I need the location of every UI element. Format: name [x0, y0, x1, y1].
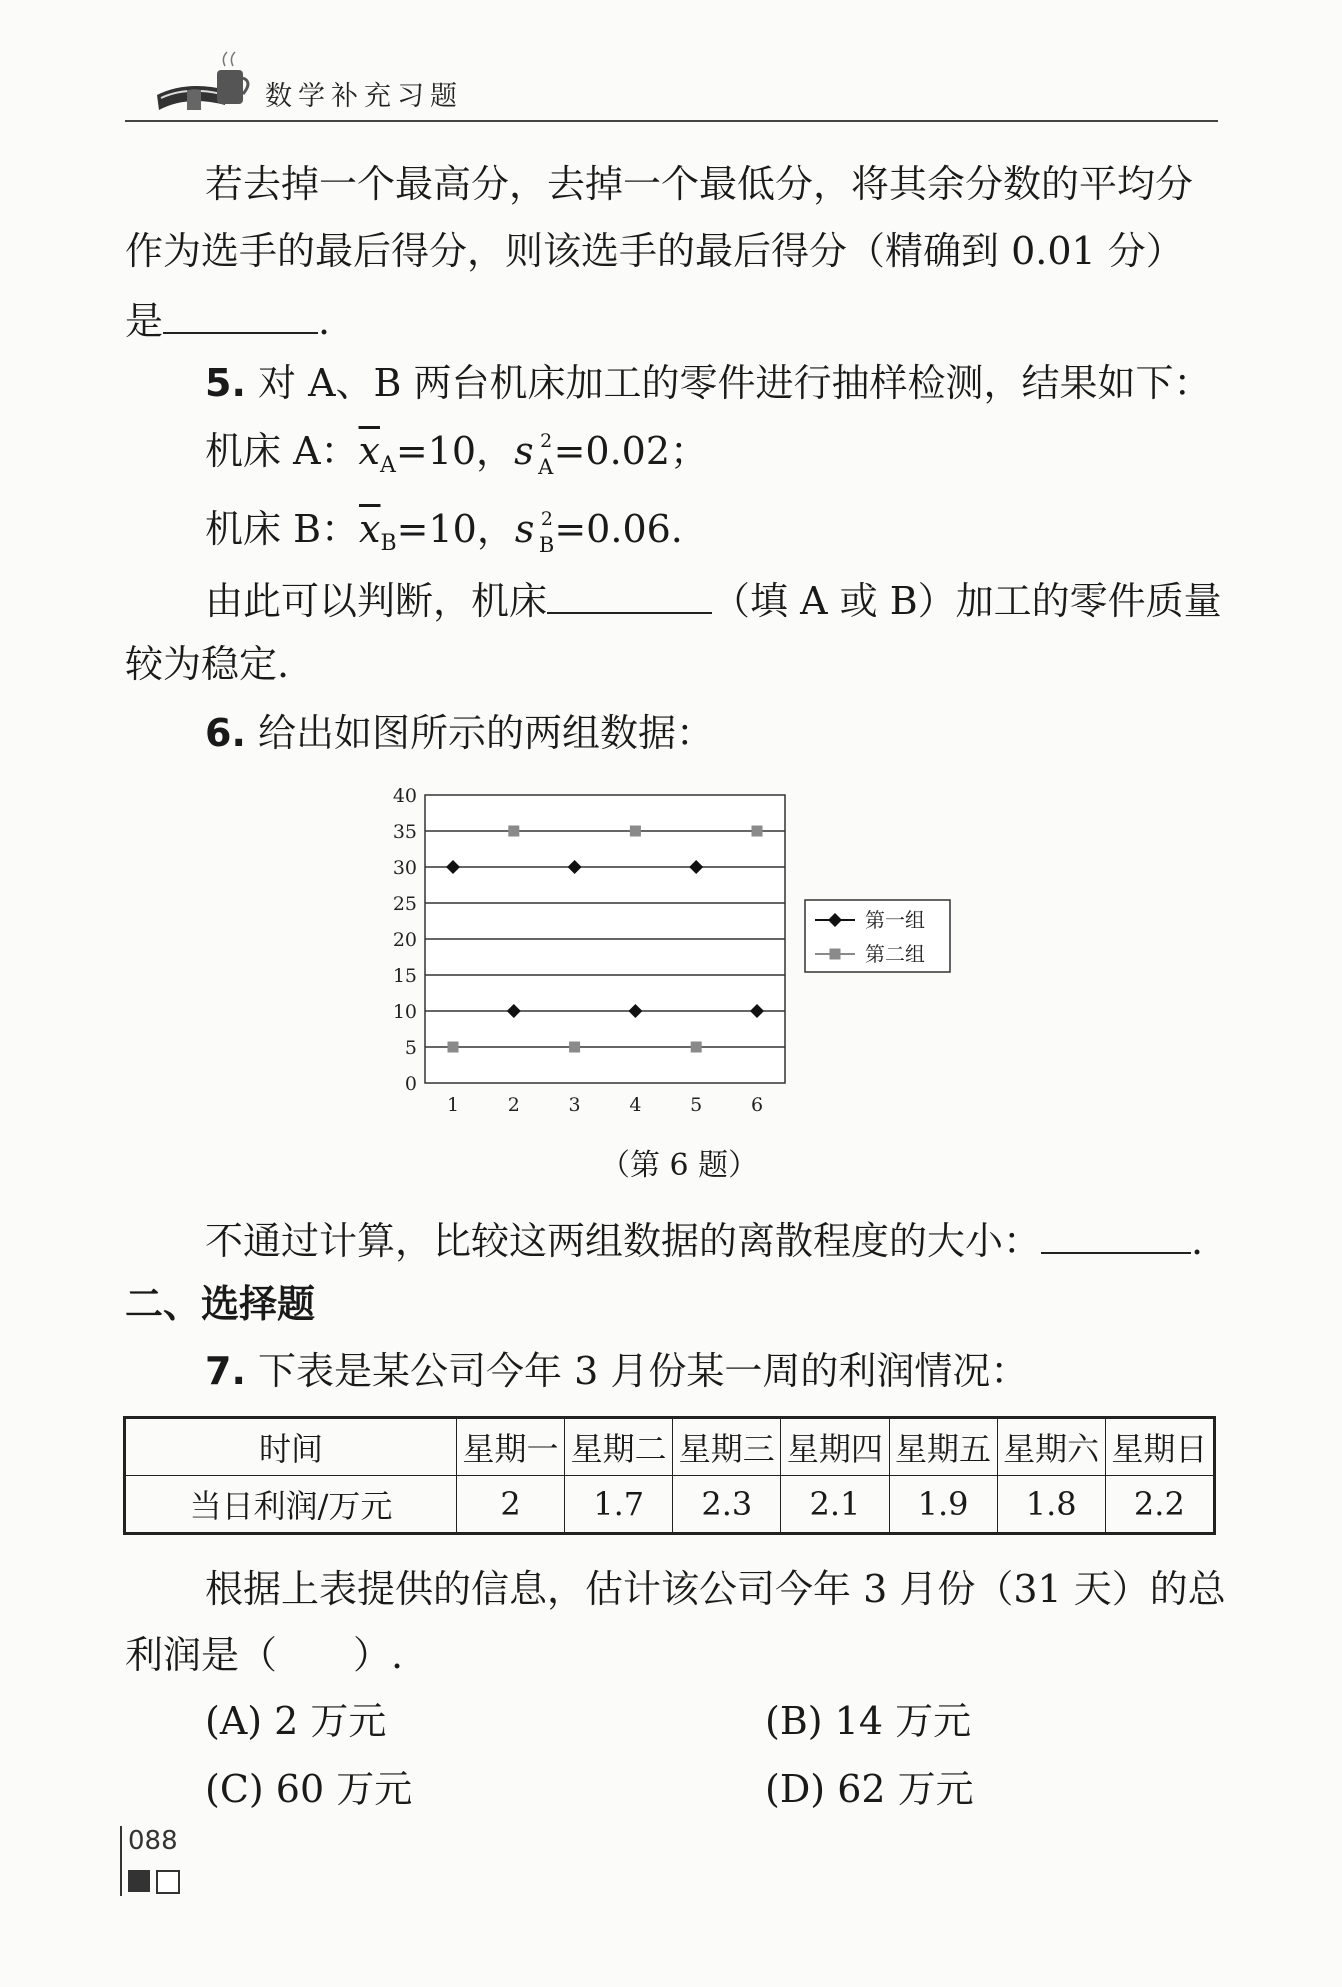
machine-b-mean-subscript: B [380, 531, 397, 556]
question-5-text: 对 A、B 两台机床加工的零件进行抽样检测，结果如下： [257, 361, 1212, 405]
option-c[interactable]: (C) 60 万元 [205, 1767, 413, 1811]
machine-a-variance-symbol [514, 429, 554, 479]
table-cell: 1.8 [997, 1476, 1105, 1534]
machine-b-mean-symbol: $\overline{x}$ [359, 507, 381, 551]
machine-b-variance-symbol [514, 507, 555, 557]
machine-b-s-sub: B [538, 533, 555, 557]
book-cup-icon [147, 50, 257, 120]
x-tick-label: 1 [446, 1094, 460, 1116]
table-header-cell: 时间 [125, 1418, 457, 1476]
option-a[interactable]: (A) 2 万元 [205, 1699, 387, 1743]
x-tick-label: 2 [507, 1094, 520, 1116]
x-tick-label: 6 [750, 1094, 764, 1116]
question-5 [205, 361, 1212, 405]
scatter-chart [380, 785, 980, 1125]
table-header-cell: 星期二 [565, 1418, 673, 1476]
table-cell: 当日利润/万元 [125, 1476, 457, 1534]
y-tick-label: 15 [392, 965, 417, 987]
intro-line-1: 若去掉一个最高分，去掉一个最低分，将其余分数的平均分 [205, 162, 1194, 206]
x-tick-label: 4 [629, 1094, 642, 1116]
footer-light-square-icon [156, 1870, 180, 1894]
machine-b-label: 机床 B： [205, 507, 360, 551]
question-7-ask-line-2: 利润是（ ）. [125, 1633, 404, 1677]
series-2-point [569, 1042, 580, 1053]
machine-a-s: s [514, 429, 534, 473]
machine-b-line [205, 507, 683, 563]
machine-b-s-sup: 2 [540, 508, 553, 530]
question-6-text: 给出如图所示的两组数据： [257, 711, 714, 755]
intro-line-3 [125, 298, 331, 343]
machine-a-mean-subscript: A [379, 453, 396, 478]
table-cell: 1.9 [889, 1476, 997, 1534]
table-header-cell: 星期一 [457, 1418, 565, 1476]
compare-text: 不通过计算，比较这两组数据的离散程度的大小： [205, 1219, 1042, 1263]
machine-a-mean-value: =10， [395, 429, 515, 473]
answer-blank-1[interactable] [163, 298, 318, 334]
series-2-point [630, 826, 641, 837]
table-header-cell: 星期五 [889, 1418, 997, 1476]
y-tick-label: 35 [392, 821, 417, 843]
intro-line-3-suffix: . [318, 299, 331, 343]
table-cell: 1.7 [565, 1476, 673, 1534]
answer-blank-3[interactable] [1041, 1218, 1191, 1254]
series-2-point [752, 826, 763, 837]
table-cell: 2.1 [781, 1476, 889, 1534]
x-tick-label: 5 [690, 1094, 703, 1116]
y-tick-label: 25 [392, 893, 417, 915]
compare-suffix: . [1191, 1219, 1204, 1263]
judge-line-2: 较为稳定. [125, 642, 290, 686]
legend-marker-square [830, 949, 841, 960]
series-2-point [448, 1042, 459, 1053]
page-number-bar [120, 1826, 122, 1896]
option-b[interactable]: (B) 14 万元 [765, 1699, 972, 1743]
table-row [125, 1476, 1215, 1534]
y-tick-label: 5 [404, 1037, 417, 1059]
table-cell: 2 [457, 1476, 565, 1534]
answer-blank-2[interactable] [547, 578, 712, 614]
table-cell: 2.3 [673, 1476, 781, 1534]
machine-a-variance-value: =0.02； [553, 429, 709, 473]
machine-a-mean-symbol: $\overline{x}$ [358, 429, 380, 473]
table-header-cell: 星期四 [781, 1418, 889, 1476]
judge-suffix: （填 A 或 B）加工的零件质量 [712, 579, 1222, 623]
page-header [125, 30, 1218, 122]
series-2-point [508, 826, 519, 837]
question-7-text: 下表是某公司今年 3 月份某一周的利润情况： [257, 1349, 1029, 1393]
machine-a-label: 机床 A： [205, 429, 359, 473]
table-header-row [125, 1418, 1215, 1476]
legend-label: 第一组 [865, 908, 925, 932]
intro-line-2: 作为选手的最后得分，则该选手的最后得分（精确到 0.01 分） [125, 229, 1184, 273]
page-number: 088 [128, 1826, 178, 1856]
x-tick-label: 3 [568, 1094, 581, 1116]
table-header-cell: 星期日 [1105, 1418, 1214, 1476]
section-heading: 二、选择题 [125, 1282, 316, 1326]
machine-b-variance-value: =0.06. [554, 507, 683, 551]
y-tick-label: 40 [392, 785, 417, 807]
figure-caption: （第 6 题） [600, 1148, 759, 1183]
machine-a-s-sub: A [538, 455, 554, 479]
question-7-number: 7. [205, 1349, 246, 1393]
compare-line [205, 1218, 1204, 1263]
machine-a-s-sup: 2 [540, 430, 553, 452]
question-7-ask-line-1: 根据上表提供的信息，估计该公司今年 3 月份（31 天）的总 [205, 1567, 1226, 1611]
machine-b-mean-value: =10， [396, 507, 515, 551]
footer-dark-square-icon [128, 1870, 150, 1892]
y-tick-label: 10 [392, 1001, 417, 1023]
y-tick-label: 20 [392, 929, 417, 951]
question-6-number: 6. [205, 711, 246, 755]
option-d[interactable]: (D) 62 万元 [765, 1767, 974, 1811]
profit-table [123, 1416, 1216, 1535]
judge-prefix: 由此可以判断，机床 [205, 579, 548, 623]
y-tick-label: 0 [404, 1073, 417, 1095]
question-5-number: 5. [205, 361, 246, 405]
legend-label: 第二组 [865, 942, 925, 966]
intro-line-3-prefix: 是 [125, 299, 164, 343]
table-header-cell: 星期三 [673, 1418, 781, 1476]
y-tick-label: 30 [392, 857, 417, 879]
question-7 [205, 1349, 1029, 1393]
question-6 [205, 711, 714, 755]
machine-a-line [205, 429, 709, 485]
table-cell: 2.2 [1105, 1476, 1214, 1534]
series-2-point [691, 1042, 702, 1053]
judge-line [205, 578, 1222, 623]
table-header-cell: 星期六 [997, 1418, 1105, 1476]
machine-b-s: s [514, 507, 535, 551]
header-title: 数学补充习题 [265, 81, 463, 112]
